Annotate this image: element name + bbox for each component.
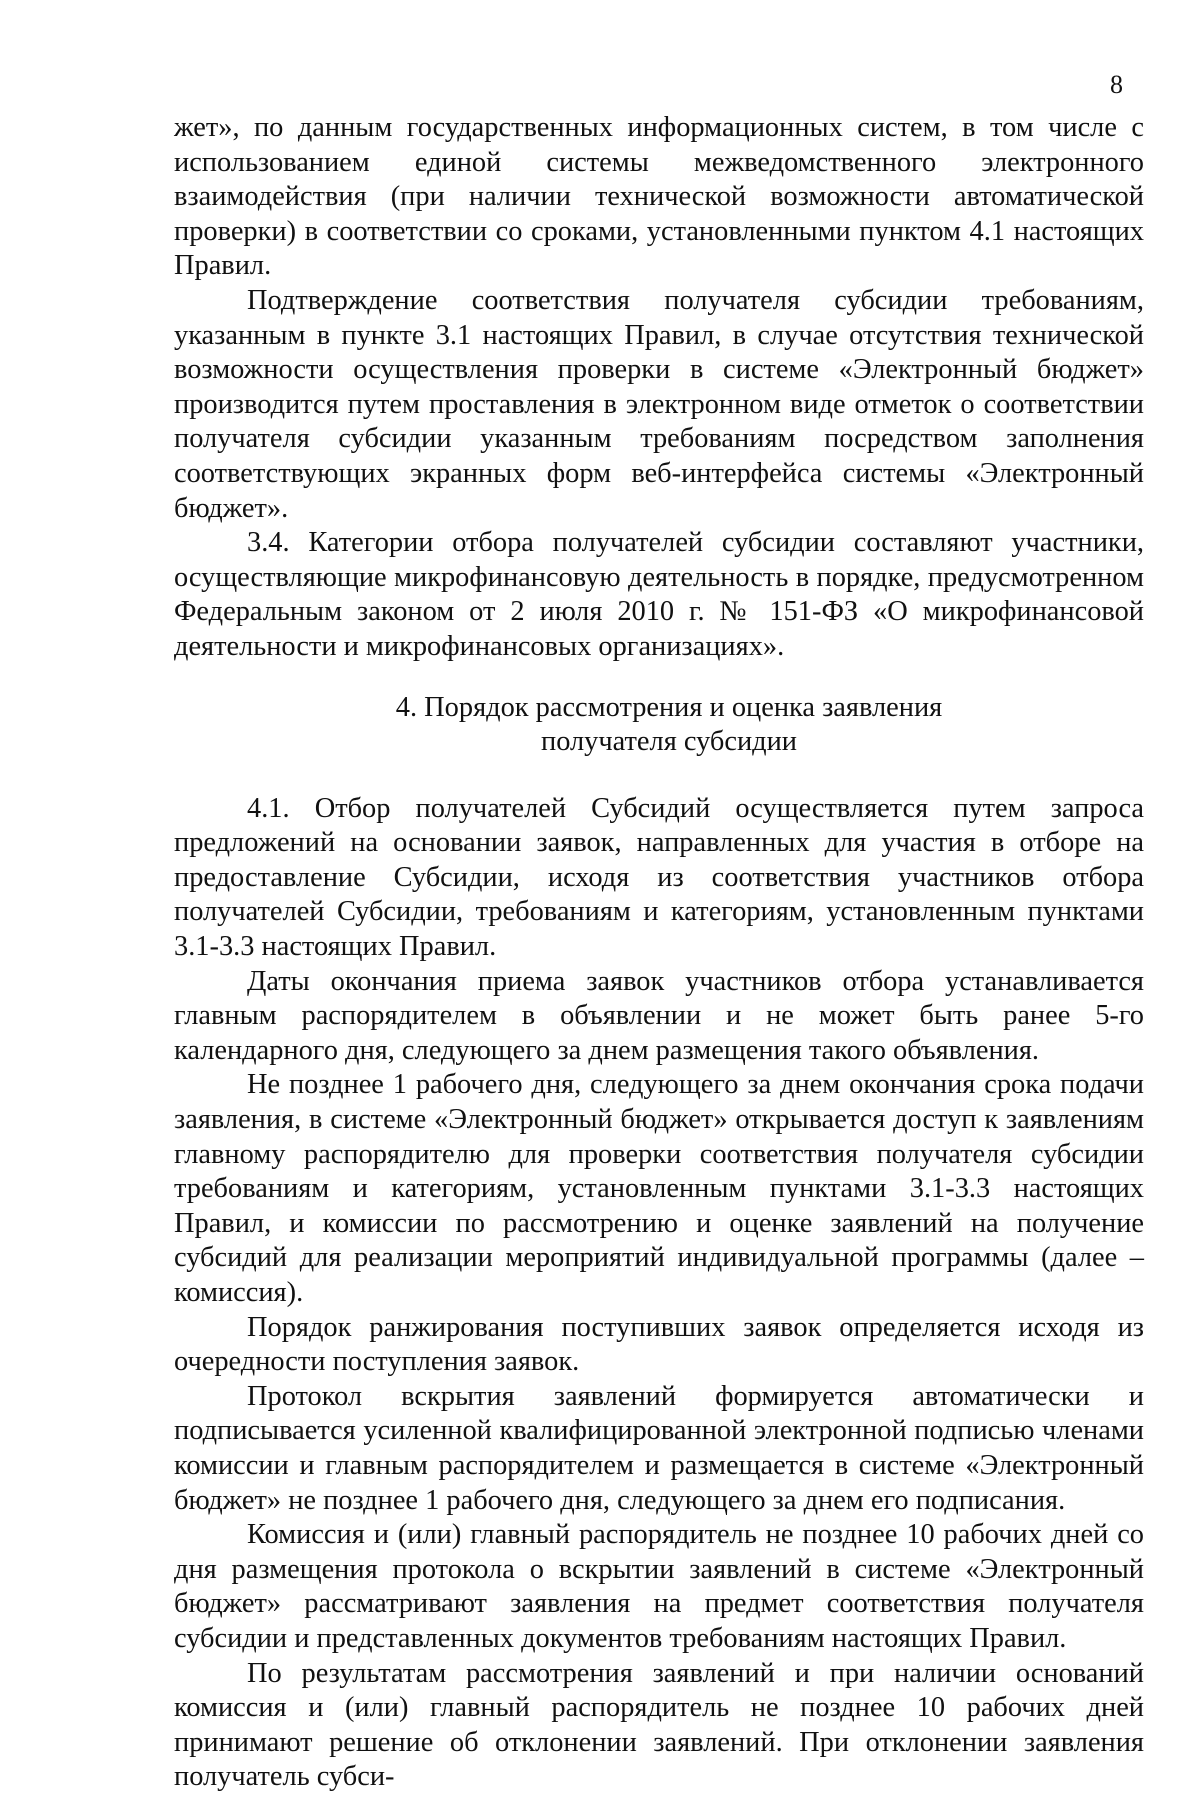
paragraph: Не позднее 1 рабочего дня, следующего за днем окончания срока подачи заявления, в системе «Электронный бюджет» открывается доступ к заявлениям главному распорядителю для проверки соответствия получателя субсидии требованиям и категориям, установленным пунктами 3.1-3.3 настоящих Правил, и комиссии по рассмотрению и оценке заявлений на получение субсидий для реализации мероприятий индивидуальной программы (далее – комиссия). [174, 1069, 1144, 1308]
paragraph: Протокол вскрытия заявлений формируется автоматически и подписывается усиленной квалифицированной электронной подписью членами комиссии и главным распорядителем и размещается в системе «Электронный бюджет» не позднее 1 рабочего дня, следующего за днем его подписания. [174, 1380, 1144, 1516]
section-heading-line-1: 4. Порядок рассмотрения и оценка заявления [395, 691, 943, 723]
section-heading-line-2: получателя субсидии [541, 726, 797, 758]
page-number: 8 [1110, 70, 1123, 99]
paragraph: Подтверждение соответствия получателя субсидии требованиям, указанным в пункте 3.1 настоящих Правил, в случае отсутствия технической возможности осуществления проверки в системе «Электронный бюджет» производится путем проставления в электронном виде отметок о соответствии получателя субсидии указанным требованиям посредством заполнения соответствующих экранных форм веб-интерфейса системы «Электронный бюджет». [174, 284, 1144, 524]
paragraph: Комиссия и (или) главный распорядитель не позднее 10 рабочих дней со дня размещения протокола о вскрытии заявлений в системе «Электронный бюджет» рассматривают заявления на предмет соответствия получателя субсидии и представленных документов требованиям настоящих Правил. [174, 1519, 1144, 1654]
paragraph: Даты окончания приема заявок участников отбора устанавливается главным распорядителем в объявлении и не может быть ранее 5-го календарного дня, следующего за днем размещения такого объявления. [174, 965, 1144, 1066]
section-heading [174, 691, 1144, 760]
paragraph-clause-3-4: 3.4. Категории отбора получателей субсидии составляют участники, осуществляющие микрофинансовую деятельность в порядке, предусмотренном Федеральным законом от 2 июля 2010 г. № 151-ФЗ «О микрофинансовой деятельности и микрофинансовых организациях». [174, 527, 1144, 662]
document-body [174, 111, 1144, 1795]
paragraph-continuation: жет», по данным государственных информационных систем, в том числе с использованием единой системы межведомственного электронного взаимодействия (при наличии технической возможности автоматической проверки) в соответствии со сроками, установленными пунктом 4.1 настоящих Правил. [174, 112, 1144, 282]
paragraph: Порядок ранжирования поступивших заявок определяется исходя из очередности поступления заявок. [174, 1311, 1144, 1378]
paragraph-clause-4-1: 4.1. Отбор получателей Субсидий осуществляется путем запроса предложений на основании заявок, направленных для участия в отборе на предоставление Субсидии, исходя из соответствия участников отбора получателей Субсидии, требованиям и категориям, установленным пунктами 3.1-3.3 настоящих Правил. [174, 792, 1144, 963]
paragraph-last: По результатам рассмотрения заявлений и при наличии оснований комиссия и (или) главный распорядитель не позднее 10 рабочих дней принимают решение об отклонении заявлений. При отклонении заявления получатель субси- [174, 1657, 1144, 1793]
